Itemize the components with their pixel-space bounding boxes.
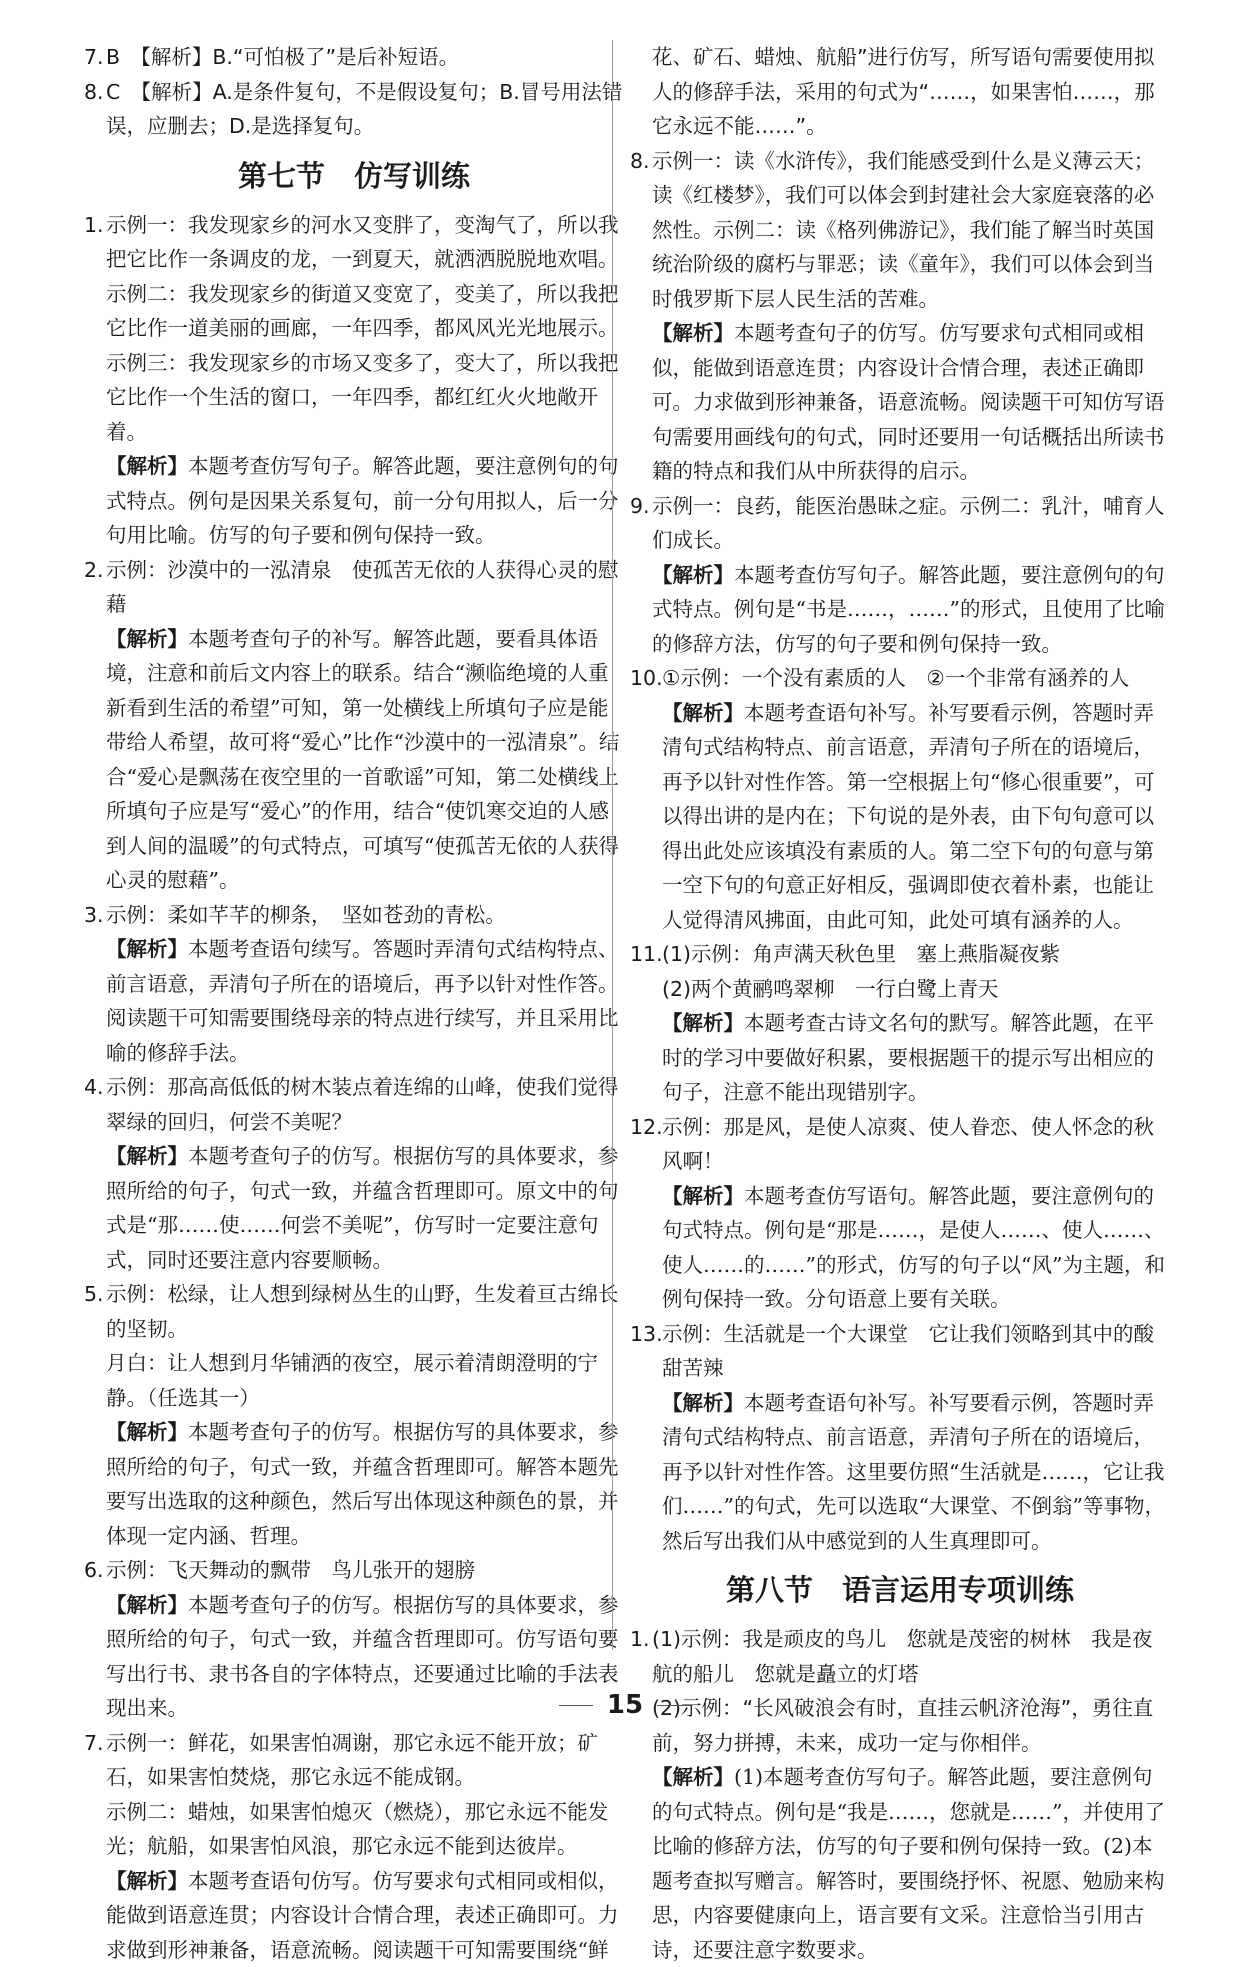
analysis-tag: 【解析】 xyxy=(106,937,188,961)
answer-item xyxy=(630,661,1170,937)
example-answer: 示例三：我发现家乡的市场又变多了，变大了，所以我把它比作一个生活的窗口，一年四季，都红红火火地敞开着。 xyxy=(106,346,624,450)
section-7-title: 第七节 仿写训练 xyxy=(84,146,624,206)
analysis-note xyxy=(106,449,624,553)
example-answer: 示例：飞天舞动的飘带 鸟儿张开的翅膀 xyxy=(106,1553,624,1588)
analysis-text: 本题考查语句补写。补写要看示例，答题时弄清句式结构特点、前言语意，弄清句子所在的语境后，再予以针对性作答。这里要仿照“生活就是……，它让我们……”的句式，先可以选取“大课堂、不倒翁”等事物，然后写出我们从中感觉到的人生真理即可。 xyxy=(662,1391,1165,1553)
example-answer: 示例二：我发现家乡的街道又变宽了，变美了，所以我把它比作一道美丽的画廊，一年四季，都风风光光地展示。 xyxy=(106,277,624,346)
answer-item xyxy=(84,75,624,144)
analysis-text: 本题考查句子的仿写。根据仿写的具体要求，参照所给的句子，句式一致，并蕴含哲理即可。解答本题先要写出选取的这种颜色，然后写出体现这种颜色的景，并体现一定内涵、哲理。 xyxy=(106,1420,619,1548)
example-answer: 示例一：良药，能医治愚昧之症。示例二：乳汁，哺育人们成长。 xyxy=(652,489,1170,558)
item-number: 9. xyxy=(630,489,650,524)
analysis-note xyxy=(662,1179,1170,1317)
example-answer: 示例一：鲜花，如果害怕凋谢，那它永远不能开放；矿石，如果害怕焚烧，那它永远不能成钢。 xyxy=(106,1726,624,1795)
analysis-tag: 【解析】 xyxy=(662,1391,744,1415)
analysis-note xyxy=(106,1864,624,1967)
analysis-tag: 【解析】 xyxy=(106,1593,188,1617)
item-number: 1. xyxy=(630,1622,650,1657)
item-number: 8. xyxy=(630,144,650,179)
answer-item xyxy=(84,898,624,1071)
item-number: 5. xyxy=(84,1277,104,1312)
analysis-note xyxy=(662,1386,1170,1559)
answer-text: C 【解析】A.是条件复句，不是假设复句；B.冒号用法错误，应删去；D.是选择复句。 xyxy=(106,80,622,139)
example-answer: 示例一：我发现家乡的河水又变胖了，变淘气了，所以我把它比作一条调皮的龙，一到夏天，就洒洒脱脱地欢唱。 xyxy=(106,208,624,277)
analysis-text: 本题考查语句续写。答题时弄清句式结构特点、前言语意，弄清句子所在的语境后，再予以针对性作答。阅读题干可知需要围绕母亲的特点进行续写，并且采用比喻的修辞手法。 xyxy=(106,937,619,1065)
analysis-note xyxy=(662,1006,1170,1110)
analysis-tag: 【解析】 xyxy=(106,1869,188,1893)
analysis-text: 本题考查仿写语句。解答此题，要注意例句的句式特点。例句是“那是……，是使人……、使人……、使人……的……”的形式，仿写的句子以“风”为主题，和例句保持一致。分句语意上要有关联。 xyxy=(662,1184,1165,1312)
item-number: 7. xyxy=(84,1726,104,1761)
analysis-tag: 【解析】 xyxy=(652,1765,734,1789)
answer-item xyxy=(630,1110,1170,1317)
analysis-text: 本题考查句子的补写。解答此题，要看具体语境，注意和前后文内容上的联系。结合“濒临绝境的人重新看到生活的希望”可知，第一处横线上所填句子应是能带给人希望，故可将“爱心”比作“沙漠中的一泓清泉”。结合“爱心是飘荡在夜空里的一首歌谣”可知，第二处横线上所填句子应是写“爱心”的作用，结合“使饥寒交迫的人感到人间的温暖”的句式特点，可填写“使孤苦无依的人获得心灵的慰藉”。 xyxy=(106,627,619,893)
section-8-title: 第八节 语言运用专项训练 xyxy=(630,1560,1170,1620)
item-number: 6. xyxy=(84,1553,104,1588)
analysis-tag: 【解析】 xyxy=(662,1011,744,1035)
answer-item xyxy=(630,1317,1170,1559)
example-answer: 示例：那高高低低的树木装点着连绵的山峰，使我们觉得翠绿的回归，何尝不美呢？ xyxy=(106,1070,624,1139)
example-answer: 示例一：读《水浒传》，我们能感受到什么是义薄云天；读《红楼梦》，我们可以体会到封建社会大家庭衰落的必然性。示例二：读《格列佛游记》，我们能了解当时英国统治阶级的腐朽与罪恶；读《童年》，我们可以体会到当时俄罗斯下层人民生活的苦难。 xyxy=(652,144,1170,317)
analysis-text: 本题考查句子的仿写。根据仿写的具体要求，参照所给的句子，句式一致，并蕴含哲理即可。原文中的句式是“那……使……何尝不美呢”，仿写时一定要注意句式，同时还要注意内容要顺畅。 xyxy=(106,1144,619,1272)
analysis-text: 本题考查仿写句子。解答此题，要注意例句的句式特点。例句是“书是……，……”的形式，且使用了比喻的修辞方法，仿写的句子要和例句保持一致。 xyxy=(652,563,1165,656)
analysis-note xyxy=(106,622,624,898)
example-answer: ①示例：一个没有素质的人 ②一个非常有涵养的人 xyxy=(662,661,1170,696)
example-answer: (2)示例：“长风破浪会有时，直挂云帆济沧海”，勇往直前，努力拼搏，未来，成功一定与你相伴。 xyxy=(652,1691,1170,1760)
answer-item xyxy=(630,489,1170,662)
answer-item xyxy=(84,208,624,553)
example-answer: 示例：松绿，让人想到绿树丛生的山野，生发着亘古绵长的坚韧。 xyxy=(106,1277,624,1346)
answer-text: B 【解析】B.“可怕极了”是后补短语。 xyxy=(106,45,459,69)
column-divider xyxy=(612,40,613,1650)
item-number: 7. xyxy=(84,40,104,75)
analysis-tag: 【解析】 xyxy=(106,454,188,478)
example-answer: (2)两个黄鹂鸣翠柳 一行白鹭上青天 xyxy=(662,972,1170,1007)
page-number xyxy=(0,1690,1250,1720)
item-number: 2. xyxy=(84,553,104,588)
example-answer: 示例：柔如芊芊的柳条， 坚如苍劲的青松。 xyxy=(106,898,624,933)
analysis-note xyxy=(106,1415,624,1553)
analysis-tag: 【解析】 xyxy=(106,1420,188,1444)
analysis-text: 本题考查语句仿写。仿写要求句式相同或相似，能做到语意连贯；内容设计合情合理，表述正确即可。力求做到形神兼备，语意流畅。阅读题干可知需要围绕“鲜 xyxy=(106,1869,619,1962)
analysis-tag: 【解析】 xyxy=(652,563,734,587)
answer-continuation xyxy=(630,40,1170,144)
example-answer: 示例：生活就是一个大课堂 它让我们领略到其中的酸甜苦辣 xyxy=(662,1317,1170,1386)
item-number: 11. xyxy=(630,937,663,972)
analysis-note xyxy=(106,1139,624,1277)
analysis-note xyxy=(652,1760,1170,1967)
item-number: 13. xyxy=(630,1317,663,1352)
answer-item xyxy=(630,144,1170,489)
analysis-text: 本题考查句子的仿写。根据仿写的具体要求，参照所给的句子，句式一致，并蕴含哲理即可。仿写语句要写出行书、隶书各自的字体特点，还要通过比喻的手法表现出来。 xyxy=(106,1593,619,1721)
analysis-note xyxy=(662,696,1170,938)
answer-item xyxy=(84,553,624,898)
analysis-text: 花、矿石、蜡烛、航船”进行仿写，所写语句需要使用拟人的修辞手法，采用的句式为“……，如果害怕……，那它永远不能……”。 xyxy=(652,45,1155,138)
analysis-text: 本题考查仿写句子。解答此题，要注意例句的句式特点。例句是因果关系复句，前一分句用拟人，后一分句用比喻。仿写的句子要和例句保持一致。 xyxy=(106,454,619,547)
analysis-tag: 【解析】 xyxy=(106,1144,188,1168)
right-column xyxy=(630,40,1170,1967)
analysis-tag: 【解析】 xyxy=(652,321,734,345)
analysis-tag: 【解析】 xyxy=(106,627,188,651)
analysis-text: 本题考查古诗文名句的默写。解答此题，在平时的学习中要做好积累，要根据题干的提示写出相应的句子，注意不能出现错别字。 xyxy=(662,1011,1154,1104)
analysis-text: 本题考查句子的仿写。仿写要求句式相同或相似，能做到语意连贯；内容设计合情合理，表述正确即可。力求做到形神兼备，语意流畅。阅读题干可知仿写语句需要用画线句的句式，同时还要用一句话概括出所读书籍的特点和我们从中所获得的启示。 xyxy=(652,321,1165,483)
answer-item xyxy=(84,1070,624,1277)
analysis-note xyxy=(106,932,624,1070)
page-number-dash xyxy=(657,1705,691,1706)
analysis-text: 本题考查语句补写。补写要看示例，答题时弄清句式结构特点、前言语意，弄清句子所在的语境后，再予以针对性作答。第一空根据上句“修心很重要”，可以得出讲的是内在；下句说的是外表，由下句句意可以得出此处应该填没有素质的人。第二空下句的句意与第一空下句的句意正好相反，强调即使衣着朴素，也能让人觉得清风拂面，由此可知，此处可填有涵养的人。 xyxy=(662,701,1154,932)
analysis-tag: 【解析】 xyxy=(662,701,744,725)
answer-item xyxy=(630,1622,1170,1967)
answer-item xyxy=(84,40,624,75)
analysis-note xyxy=(652,558,1170,662)
page-number-dash xyxy=(559,1705,593,1706)
answer-item xyxy=(84,1726,624,1967)
analysis-tag: 【解析】 xyxy=(662,1184,744,1208)
item-number: 12. xyxy=(630,1110,663,1145)
example-answer: 示例：沙漠中的一泓清泉 使孤苦无依的人获得心灵的慰藉 xyxy=(106,553,624,622)
analysis-note xyxy=(652,316,1170,489)
item-number: 8. xyxy=(84,75,104,110)
example-answer: 示例二：蜡烛，如果害怕熄灭（燃烧），那它永远不能发光；航船，如果害怕风浪，那它永远不能到达彼岸。 xyxy=(106,1795,624,1864)
item-number: 4. xyxy=(84,1070,104,1105)
answer-item xyxy=(630,937,1170,1110)
example-answer: (1)示例：我是顽皮的鸟儿 您就是茂密的树林 我是夜航的船儿 您就是矗立的灯塔 xyxy=(652,1622,1170,1691)
example-answer: 示例：那是风，是使人凉爽、使人眷恋、使人怀念的秋风啊！ xyxy=(662,1110,1170,1179)
item-number: 1. xyxy=(84,208,104,243)
example-answer: 月白：让人想到月华铺洒的夜空，展示着清朗澄明的宁静。（任选其一） xyxy=(106,1346,624,1415)
example-answer: (1)示例：角声满天秋色里 塞上燕脂凝夜紫 xyxy=(662,937,1170,972)
item-number: 3. xyxy=(84,898,104,933)
analysis-text: (1)本题考查仿写句子。解答此题，要注意例句的句式特点。例句是“我是……，您就是……”，并使用了比喻的修辞方法，仿写的句子要和例句保持一致。(2)本题考查拟写赠言。解答时，要围绕抒怀、祝愿、勉励来构思，内容要健康向上，语言要有文采。注意恰当引用古诗，还要注意字数要求。 xyxy=(652,1765,1165,1962)
answer-item xyxy=(84,1277,624,1553)
left-column xyxy=(84,40,624,1967)
page-number-value: 15 xyxy=(607,1690,643,1720)
item-number: 10. xyxy=(630,661,663,696)
